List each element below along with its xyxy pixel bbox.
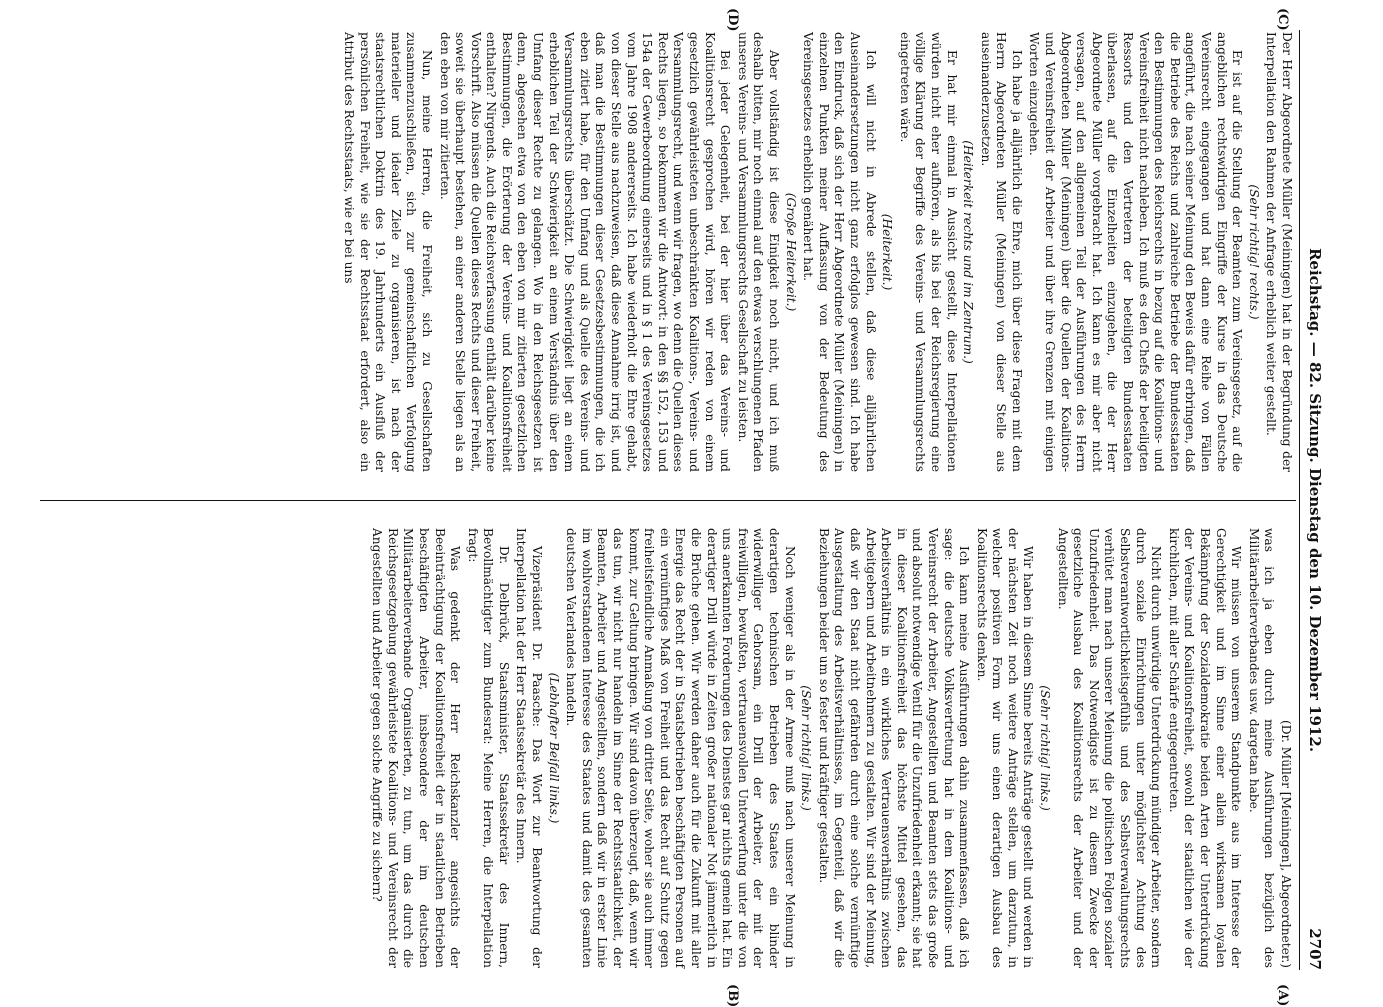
margin-marker-b: (D) xyxy=(725,8,740,32)
paragraph: Ich will nicht in Abrede stellen, daß diese alljährlichen Auseinandersetzungen nicht ganz erfolglos gewesen sind. Ich habe den Eindruck, daß sich der Herr Abgeordnete Müller (Meiningen) in einzelnen Punkten meiner Auffassung von der Bedeutung des Vereinsgesetzes erheblich genähert hat. xyxy=(801,32,878,472)
stage-direction: (Sehr richtig! links.) xyxy=(799,685,814,811)
paragraph: Dr. Delbrück, Staatsminister, Staatssekretär des Innern, Bevollmächtigter zum Bundesrat: Meine Herren, die Interpellation fragt: xyxy=(465,528,511,968)
paragraph: Der Herr Abgeordnete Müller (Meiningen) hat in der Begründung der Interpellation den Rahmen der Anfrage erheblich weiter gestellt. xyxy=(1264,32,1294,472)
paragraph: Nun, meine Herren, die Freiheit, sich zu Gesellschaften zusammenzuschließen, sich zur gemeinschaftlichen Verfolgung materieller und idealer Ziele zu organisieren, ist nach der staatsrechtlichen Doktrin des 19. Jahrhunderts ein Ausfluß der persönlichen Freiheit, wie sie der Rechtsstaat erfordert, also ein Attribut des Rechtsstaats, wie er bei uns xyxy=(341,32,434,472)
page-header xyxy=(1298,30,1324,970)
margin-marker-c: (A) xyxy=(1275,984,1290,1007)
paragraph: Wir müssen von unserem Standpunkte aus im Interesse der Gerechtigkeit und im Sinne einer allein wirksamen loyalen Bekämpfung der Sozialdemokratie beiden Arten der Unterdrückung der Vereins- und Koalitionsfreiheit, sowohl der staatlichen wie der kirchlichen, mit aller Schärfe entgegentreten. xyxy=(1166,528,1244,968)
margin-marker-a: (C) xyxy=(1275,8,1290,31)
paragraph: Wir haben in diesem Sinne bereits Anträge gestellt und werden in der nächsten Zeit noch weitere Anträge stellen, um darzutun, in welcher positiven Form wir uns einen derartigen Ausbau des Koalitionsrechts denken. xyxy=(974,528,1036,968)
text-column-left xyxy=(338,32,1294,472)
paragraph: Ich habe ja alljährlich die Ehre, mich über diese Fragen mit dem Herrn Abgeordneten Müller (Meiningen) von dieser Stelle aus auseinanderzusetzen. xyxy=(978,32,1024,472)
stage-direction: (Sehr richtig! links.) xyxy=(1038,685,1053,811)
stage-direction: (Heiterkeit.) xyxy=(880,213,895,291)
paragraph: Er ist auf die Stellung der Beamten zum Vereinsgesetz, auf die angeblichen rechtswidrigen Eingriffe der Kurse in das Deutsche Vereinsrecht eingegangen und hat dann eine Reihe von Fällen angeführt, die nach seiner Meinung den Beweis dafür erbringen, daß die Betriebe des Reichs und zahlreiche Betriebe der Bundesstaaten den Bestimmungen des Reichsrechts in bezug auf die Koalitions- und Vereinsfreiheit nicht nachleben. Ich muß es den Chefs der beteiligten Ressorts und den Vertretern der beteiligten Bundesstaaten überlassen, auf die Einzelheiten einzugehen, die der Herr Abgeordnete Müller vorgebracht hat. Ich kann es mir aber nicht versagen, auf den allgemeinen Teil der Ausführungen des Herrn Abgeordneten Müller (Meiningen) über die Quellen der Koalitions- und Vereinsfreiheit der Arbeiter und über ihre Grenzen mit einigen Worten einzugehen. xyxy=(1027,32,1245,472)
stage-direction: (Sehr richtig! rechts.) xyxy=(1246,184,1261,320)
paragraph: Bei jeder Gelegenheit, bei der hier über das Vereins- und Koalitionsrecht gesprochen wird, hören wir reden von einem gesetzlich gewährleisteten unbeschränkten Koalitions-, Vereins- und Versammlungsrecht, und wenn wir fragen, wo denn die Quellen dieses Rechts liegen, so bekommen wir die Antwort: in den §§ 152, 153 und 154a der Gewerbeordnung einerseits und in § 1 des Vereinsgesetzes vom Jahre 1908 andererseits. Ich habe wiederholt die Ehre gehabt, von dieser Stelle aus nachzuweisen, daß diese Annahme irrig ist, und daß man die Bestimmungen dieser Gesetzesbestimmungen, die ich eben zitiert habe, für den Umfang und als Quelle des Vereins- und Versammlungsrechts überschätzt. Die Schwierigkeit liegt an einem erheblichen Teil der Schwierigkeit an einem Verständnis über den Umfang dieser Rechte zu gelangen. Wo in den Reichsgesetzen ist denn, abgesehen etwa von den eben von mir zitierten gesetzlichen Bestimmungen, die Erörterung der Vereins- und Koalitionsfreiheit enthalten? Nirgends. Auch die Reichsverfassung enthält darüber keine Vorschrift. Also müssen die Quellen dieses Rechts und dieser Freiheit, soweit sie überhaupt bestehen, an einer anderen Stelle liegen als an den eben von mir zitierten. xyxy=(437,32,733,472)
paragraph: Aber vollständig ist diese Einigkeit noch nicht, und ich muß deshalb bitten, mir noch einmal auf den etwas verschlungenen Pfaden unseres Vereins- und Versammlungsrechts Gesellschaft zu leisten. xyxy=(735,32,781,472)
header-rule xyxy=(1299,30,1300,970)
text-column-right xyxy=(367,528,1294,968)
column-divider xyxy=(40,500,1296,501)
paragraph: Nicht durch unwürdige Unterdrückung mündiger Arbeiter, sondern durch soziale Einrichtungen unter möglichster Achtung des Selbstverantwortlichkeitsgefühls und des Selbstverwaltungsrechts verhütet man nach unserer Meinung die politischen Folgen sozialer Unzufriedenheit. Das Notwendigste ist zu diesem Zwecke der gesetzliche Ausbau des Koalitionsrechts der Arbeiter und der Angestellten. xyxy=(1055,528,1164,968)
page-number: 2707 xyxy=(1306,928,1324,970)
stage-direction: (Lebhafter Beifall links.) xyxy=(546,672,561,824)
margin-marker-d: (B) xyxy=(725,984,740,1007)
paragraph: Was gedenkt der Herr Reichskanzler angesichts der Beeinträchtigung der Koalitionsfreiheit der in staatlichen Betrieben beschäftigten Arbeiter, insbesondere der im deutschen Militärarbeiterverbande Organisierten, zu tun, um das durch die Reichsgesetzgebung gewährleistete Koalitions- und Vereinsrecht der Angestellten und Arbeiter gegen solche Angriffe zu sichern? xyxy=(370,528,463,968)
paragraph: was ich ja eben durch meine Ausführungen bezüglich des Militärarbeiterverbandes usw. dargetan habe. xyxy=(1246,528,1277,968)
running-title: Reichstag. — 82. Sitzung. Dienstag den 10. Dezember 1912. xyxy=(1306,247,1324,753)
paragraph: Ich kann meine Ausführungen dahin zusammenfassen, daß ich sage: die deutsche Volksvertretung hat in dem Koalitions- und Vereinsrecht der Arbeiter, Angestellten und Beamten stets das große und absolut notwendige Ventil für die Unzufriedenheit erkannt; sie hat in dieser Koalitionsfreiheit das höchste Mittel gesehen, das Arbeitsverhältnis in ein wirkliches Vertrauensverhältnis zwischen Arbeitgebern und Arbeitnehmern zu gestalten. Wir sind der Meinung, daß wir den Staat nicht gefährden durch eine solche vernünftige Ausgestaltung des Arbeitsverhältnisses, im Gegenteil, daß wir die Beziehungen beider um so fester und kräftiger gestalten. xyxy=(816,528,972,968)
stage-direction: (Große Heiterkeit.) xyxy=(783,192,798,312)
stage-direction: (Heiterkeit rechts und im Zentrum.) xyxy=(961,140,976,364)
paragraph: Vizepräsident Dr. Paasche: Das Wort zur Beantwortung der Interpellation hat der Herr Staatssekretär des Innern. xyxy=(514,528,545,968)
paragraph: Er hat mir einmal in Aussicht gestellt, diese Interpellationen würden nicht eher aufhören, als bis bei der Reichsregierung eine völlige Klärung der Begriffe des Vereins- und Versammlungsrechts eingetreten wäre. xyxy=(897,32,959,472)
paragraph: Noch weniger als in der Armee muß nach unserer Meinung in derartigen technischen Betrieben des Staates ein blinder widerwilliger Gehorsam, ein Drill der Arbeiter, der mit der freiwilligen, bewußten, vertrauensvollen Unterwerfung unter die von uns anerkannten Forderungen des Dienstes gar nichts gemein hat. Ein derartiger Drill würde in Zeiten großer nationaler Not jämmerlich in die Brüche gehen. Wir werden daher auch für die Zukunft mit aller Energie das Recht der in Staatsbetrieben beschäftigten Personen auf ein vernünftiges Maß von Freiheit und das Recht auf Schutz gegen freiheitsfeindliche Anmaßung von dritter Seite, woher sie auch immer kommt, zur Geltung bringen. Wir sind davon überzeugt, daß, wenn wir das tun, wir nicht nur handeln im Sinne der Rechtsstaatlichkeit, der Beamten, Arbeiter und Angestellten, sondern daß wir in erster Linie im wohlverstandenen Interesse des Staates und damit des gesamten deutschen Vaterlandes handeln. xyxy=(564,528,797,968)
paragraph: (Dr. Müller [Meiningen], Abgeordneter.) xyxy=(1279,720,1293,968)
